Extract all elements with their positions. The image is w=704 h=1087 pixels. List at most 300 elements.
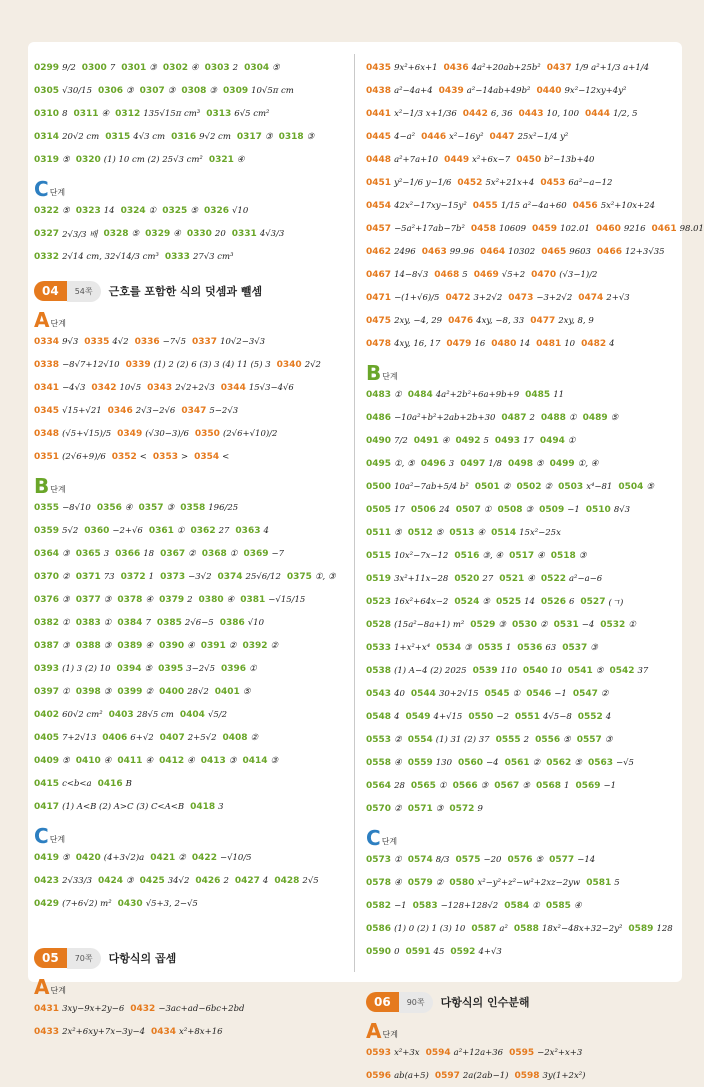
answer-value: ③ [464, 642, 472, 653]
answer-value: ③ [149, 62, 157, 73]
problem-number: 0547 [572, 688, 598, 699]
answer-item [192, 337, 265, 347]
answer-item [84, 337, 128, 347]
problem-number: 0566 [452, 780, 478, 791]
answer-value: 3y(1+2x²) [542, 1070, 586, 1081]
answer-item [145, 229, 181, 239]
problem-number: 0455 [472, 200, 498, 211]
answer-item [221, 664, 257, 674]
answer-item [463, 109, 513, 119]
problem-number: 0375 [286, 571, 312, 582]
problem-number: 0520 [454, 573, 480, 584]
problem-number: 0559 [407, 757, 433, 768]
answer-item [446, 339, 485, 349]
answer-value: 25x²−1/4 y² [517, 131, 569, 142]
answer-item [195, 876, 228, 886]
answer-item [117, 429, 189, 439]
answer-value: 1 [148, 571, 155, 582]
answer-value: ② [544, 481, 553, 492]
problem-number: 0595 [509, 1047, 535, 1058]
answer-item [366, 597, 448, 607]
answer-item [618, 482, 654, 492]
answer-item [34, 779, 92, 789]
answer-value: ⑤ [242, 686, 251, 697]
answer-item [181, 406, 238, 416]
stage-c1 [34, 179, 340, 199]
answer-item [526, 689, 567, 699]
rows-top [34, 56, 346, 171]
problem-number: 0491 [413, 435, 439, 446]
problem-number: 0454 [366, 200, 392, 211]
answer-value: 7/2 [394, 435, 408, 446]
problem-number: 0340 [276, 359, 302, 370]
answer-value: ① [512, 688, 521, 699]
answer-value: −1 [567, 504, 580, 515]
answer-value: ② [502, 481, 511, 492]
section-title: 근호를 포함한 식의 덧셈과 뺄셈 [108, 285, 263, 298]
answer-value: −4√3 [62, 382, 86, 393]
answer-value: 5 [614, 877, 620, 888]
answer-row [366, 848, 678, 871]
answer-value: 4 [263, 525, 269, 536]
problem-number: 0354 [194, 451, 220, 462]
answer-item [499, 574, 535, 584]
answer-item [449, 804, 482, 814]
answer-item [366, 413, 495, 423]
answer-value: 10√5π cm [251, 85, 294, 96]
rows-top-right [366, 56, 704, 355]
problem-number: 0410 [75, 755, 101, 766]
answer-item [478, 643, 511, 653]
answer-value: 6, 36 [490, 108, 513, 119]
problem-number: 0299 [34, 62, 60, 73]
problem-number: 0569 [575, 780, 601, 791]
answer-value: √10 [247, 617, 264, 628]
problem-number: 0579 [407, 877, 433, 888]
answer-value: ④ [145, 755, 154, 766]
problem-number: 0357 [138, 502, 164, 513]
answer-row [34, 846, 346, 869]
answer-row [34, 199, 346, 222]
answer-value: ③ [590, 642, 598, 653]
answer-value: √5/2 [207, 709, 228, 720]
problem-number: 0525 [496, 596, 522, 607]
answer-item [536, 781, 569, 791]
problem-number: 0567 [494, 780, 520, 791]
stage-letter: B [366, 361, 382, 385]
answer-value: 11 [553, 389, 565, 400]
answer-value: 7 [109, 62, 116, 73]
answer-item [34, 406, 102, 416]
answer-value: ⑤ [62, 205, 70, 216]
problem-number: 0392 [242, 640, 268, 651]
answer-item [76, 641, 112, 651]
problem-number: 0409 [34, 755, 60, 766]
problem-number: 0387 [34, 640, 60, 651]
answer-value: 17 [394, 504, 405, 515]
answer-item [34, 63, 76, 73]
answer-value: 24 [438, 504, 450, 515]
answer-item [76, 206, 115, 216]
problem-number: 0411 [117, 755, 143, 766]
problem-number: 0531 [553, 619, 579, 630]
answer-row [366, 125, 678, 148]
answer-value: 7 [145, 617, 151, 628]
answer-item [232, 229, 285, 239]
answer-item [243, 549, 284, 559]
answer-item [444, 63, 541, 73]
answer-value: ①, ④ [577, 458, 599, 469]
problem-number: 0402 [34, 709, 60, 720]
answer-row [366, 797, 678, 820]
answer-item [366, 758, 402, 768]
answer-value: (1) 2 (2) 6 (3) 3 (4) 11 (5) 3 [153, 359, 271, 370]
answer-item [159, 641, 195, 651]
answer-value: ① [249, 663, 257, 674]
answer-value: ③ [103, 686, 112, 697]
problem-number: 0584 [504, 900, 530, 911]
answer-value: ⑤ [435, 527, 444, 538]
answer-value: ③ [62, 594, 70, 605]
problem-number: 0364 [34, 548, 60, 559]
answer-item [450, 947, 501, 957]
answer-value: ①, ⑤ [394, 458, 415, 469]
answer-value: ④ [187, 640, 195, 651]
answer-value: ④ [226, 594, 235, 605]
problem-number: 0334 [34, 336, 60, 347]
answer-row [34, 749, 346, 772]
answer-item [456, 505, 492, 515]
answer-item [366, 924, 465, 934]
problem-number: 0346 [107, 405, 133, 416]
answer-value: 18 [143, 548, 155, 559]
problem-number: 0399 [117, 686, 143, 697]
answer-item [535, 735, 571, 745]
answer-row [34, 703, 346, 726]
answer-item [116, 664, 152, 674]
answer-value: 12+3√35 [624, 246, 665, 257]
stage-label: 단계 [49, 834, 66, 844]
answer-value: 10x²−7x−12 [394, 550, 449, 561]
problem-number: 0311 [73, 108, 99, 119]
problem-number: 0389 [117, 640, 143, 651]
answer-item [366, 1048, 420, 1058]
answer-item [34, 549, 70, 559]
answer-value: > [180, 451, 189, 462]
answer-value: 4√3 cm [133, 131, 166, 142]
answer-item [455, 855, 501, 865]
answer-item [366, 528, 402, 538]
answer-item [84, 526, 143, 536]
answer-item [34, 383, 85, 393]
rows-c2 [34, 846, 346, 915]
answer-item [549, 855, 595, 865]
answer-item [517, 643, 556, 653]
rows-b-right [366, 383, 678, 820]
answer-value: 2√14 cm, 32√14/3 cm³ [62, 251, 159, 262]
answer-item [405, 947, 444, 957]
problem-number: 0417 [34, 801, 60, 812]
problem-number: 0483 [366, 389, 392, 400]
answer-item [578, 293, 629, 303]
problem-number: 0338 [34, 359, 60, 370]
problem-number: 0546 [526, 688, 552, 699]
answer-value: 2 [523, 734, 530, 745]
answer-value: ⑤ [535, 854, 544, 865]
answer-item [512, 620, 548, 630]
answer-value: ⑤ [595, 665, 604, 676]
answer-item [76, 595, 112, 605]
answer-value: (7+6√2) m² [62, 898, 112, 909]
problem-number: 0538 [366, 665, 392, 676]
answer-item [34, 1027, 145, 1037]
answer-value: < [139, 451, 147, 462]
problem-number: 0358 [180, 502, 206, 513]
answer-item [34, 503, 91, 513]
answer-item [215, 687, 251, 697]
answer-item [494, 781, 530, 791]
answer-item [223, 86, 294, 96]
answer-value: x²+8x+16 [179, 1026, 223, 1037]
answer-value: 9x²+6x+1 [394, 62, 438, 73]
answer-value: a²+12a+36 [453, 1047, 504, 1058]
problem-number: 0498 [507, 458, 534, 469]
answer-item [34, 429, 111, 439]
problem-number: 0415 [34, 778, 60, 789]
answer-item [480, 247, 535, 257]
answer-item [411, 505, 450, 515]
answer-item [244, 63, 280, 73]
answer-row [366, 659, 678, 682]
problem-number: 0328 [103, 228, 129, 239]
answer-item [540, 436, 576, 446]
problem-number: 0427 [234, 875, 260, 886]
problem-number: 0481 [536, 338, 562, 349]
answer-value: 17 [522, 435, 534, 446]
answer-item [366, 132, 415, 142]
problem-number: 0573 [366, 854, 392, 865]
answer-value: ④ [187, 755, 195, 766]
problem-number: 0434 [150, 1026, 177, 1037]
answer-row [366, 102, 678, 125]
problem-number: 0550 [468, 711, 494, 722]
answer-row [34, 657, 346, 680]
problem-number: 0527 [580, 596, 606, 607]
answer-item [366, 201, 467, 211]
answer-value: 10, 100 [546, 108, 579, 119]
problem-number: 0348 [34, 428, 60, 439]
answer-value: 4 [605, 711, 612, 722]
answer-value: 9 [477, 803, 483, 814]
section-number: 05 [34, 948, 67, 968]
answer-value: ④ [173, 228, 181, 239]
answer-item [496, 597, 535, 607]
answer-item [34, 733, 96, 743]
problem-number: 0436 [443, 62, 469, 73]
problem-number: 0416 [97, 778, 123, 789]
problem-number: 0589 [628, 923, 654, 934]
answer-value: ② [62, 571, 70, 582]
answer-row [34, 588, 346, 611]
problem-number: 0552 [577, 711, 603, 722]
answer-item [539, 505, 580, 515]
problem-number: 0479 [446, 338, 472, 349]
problem-number: 0363 [235, 525, 261, 536]
answer-item [366, 712, 399, 722]
answer-value: 9/2 [62, 62, 76, 73]
answer-value: −3+2√2 [536, 292, 573, 303]
answer-item [366, 666, 467, 676]
problem-number: 0474 [578, 292, 604, 303]
answer-item [117, 641, 153, 651]
answer-item [108, 406, 176, 416]
answer-item [34, 664, 110, 674]
problem-number: 0351 [34, 451, 60, 462]
problem-number: 0529 [470, 619, 496, 630]
answer-item [34, 687, 70, 697]
answer-item [126, 360, 271, 370]
answer-item [508, 459, 544, 469]
answer-item [366, 316, 442, 326]
problem-number: 0582 [366, 900, 392, 911]
answer-value: ④ [477, 527, 486, 538]
problem-number: 0485 [525, 389, 551, 400]
answer-item [159, 595, 192, 605]
problem-number: 0423 [34, 875, 60, 886]
stage-label: 단계 [381, 836, 398, 846]
answer-value: −128+128√2 [440, 900, 499, 911]
problem-number: 0459 [532, 223, 558, 234]
problem-number: 0367 [160, 548, 186, 559]
problem-number: 0484 [407, 389, 433, 400]
problem-number: 0332 [34, 251, 60, 262]
answer-item [76, 572, 115, 582]
problem-number: 0352 [111, 451, 137, 462]
problem-number: 0407 [159, 732, 185, 743]
answer-item [436, 643, 472, 653]
problem-number: 0418 [190, 801, 216, 812]
rows-c-right [366, 848, 678, 963]
answer-value: 4 [262, 875, 269, 886]
answer-row [366, 452, 678, 475]
answer-value: −8√7+12√10 [62, 359, 120, 370]
answer-value: (4+3√2)a [103, 852, 145, 863]
rows-b [34, 496, 346, 818]
problem-number: 0507 [455, 504, 481, 515]
problem-number: 0371 [75, 571, 101, 582]
answer-row [34, 869, 346, 892]
stage-b [34, 476, 340, 496]
answer-value: 20 [214, 228, 226, 239]
answer-value: √10 [232, 205, 249, 216]
answer-item [277, 360, 321, 370]
problem-number: 0322 [34, 205, 60, 216]
answer-item [34, 337, 78, 347]
problem-number: 0395 [158, 663, 184, 674]
answer-item [158, 664, 215, 674]
answer-value: 3x²+11x−28 [394, 573, 449, 584]
answer-value: −8√10 [62, 502, 91, 513]
answer-item [34, 710, 103, 720]
answer-item [455, 436, 488, 446]
problem-number: 0508 [497, 504, 523, 515]
problem-number: 0494 [539, 435, 565, 446]
answer-item [408, 758, 452, 768]
answer-item [366, 86, 433, 96]
answer-item [491, 339, 530, 349]
answer-item [366, 390, 402, 400]
column-divider [354, 54, 355, 972]
answer-item [516, 155, 594, 165]
answer-item [102, 733, 153, 743]
answer-value: 37 [637, 665, 649, 676]
problem-number: 0470 [531, 269, 557, 280]
answer-value: ①, ③ [314, 571, 336, 582]
answer-item [439, 86, 531, 96]
answer-value: 6+√2 [130, 732, 154, 743]
problem-number: 0587 [471, 923, 497, 934]
answer-value: ① [62, 686, 70, 697]
answer-row [366, 521, 678, 544]
answer-value: (√5+√15)/5 [62, 428, 112, 439]
problem-number: 0451 [366, 177, 392, 188]
answer-value: 2 [529, 412, 535, 423]
problem-number: 0380 [198, 594, 224, 605]
answer-value: ⑤ [144, 663, 153, 674]
answer-value: ④ [145, 640, 154, 651]
problem-number: 0408 [222, 732, 248, 743]
problem-number: 0583 [412, 900, 438, 911]
problem-number: 0456 [572, 200, 598, 211]
problem-number: 0466 [596, 246, 622, 257]
answer-item [551, 551, 587, 561]
answer-item [34, 155, 70, 165]
problem-number: 0490 [366, 435, 392, 446]
answer-value: (ㄱ) [608, 597, 624, 608]
answer-value: √5+2 [501, 269, 526, 280]
answer-item [217, 572, 280, 582]
problem-number: 0528 [366, 619, 392, 630]
answer-value: ③ [209, 85, 218, 96]
answer-row [366, 286, 678, 309]
answer-value: ④ [537, 550, 545, 561]
answer-value: 16 [474, 338, 486, 349]
problem-number: 0461 [651, 223, 677, 234]
answer-value: 30+2√15 [438, 688, 479, 699]
answer-value: ① [103, 617, 112, 628]
answer-item [159, 756, 195, 766]
problem-number: 0512 [407, 527, 433, 538]
answer-value: x²−y²+z²−w²+2xz−2yw [477, 877, 581, 888]
answer-item [507, 855, 543, 865]
problem-number: 0386 [219, 617, 245, 628]
problem-number: 0323 [75, 205, 101, 216]
problem-number: 0379 [159, 594, 185, 605]
answer-value: ⑤ [394, 527, 402, 538]
answer-item [180, 710, 227, 720]
answer-value: ② [540, 619, 548, 630]
answer-item [91, 383, 141, 393]
problem-number: 0412 [159, 755, 185, 766]
answer-value: ① [567, 435, 576, 446]
answer-value: ③ [264, 131, 273, 142]
problem-number: 0414 [242, 755, 268, 766]
answer-item [135, 337, 186, 347]
stage-a-right [366, 1021, 672, 1041]
answer-item [411, 781, 447, 791]
problem-number: 0571 [407, 803, 433, 814]
answer-value: 60√2 cm² [62, 709, 103, 720]
